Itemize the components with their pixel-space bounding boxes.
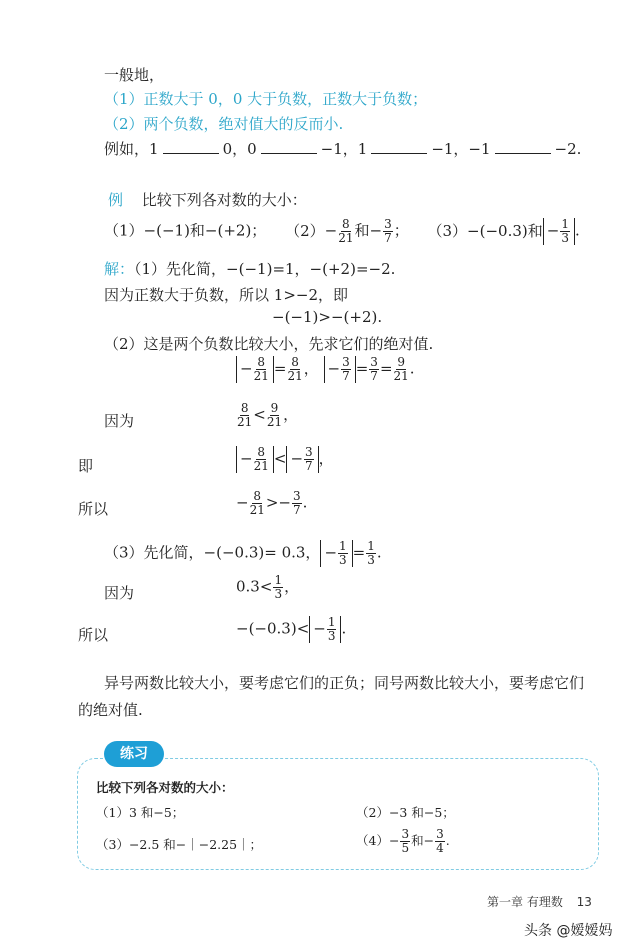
exercise-item-4: （4）− $\frac{3}{5}$ 和− $\frac{3}{4}$ . [356,827,450,855]
example-prompt: 比较下列各对数的大小： [141,191,307,209]
blank [163,139,219,154]
blank [495,139,551,154]
solution-step-3: （3）先化简，−(−0.3)= 0.3， − $\frac{1}{3}$ = $\frac{1}{3}$ . [104,539,382,567]
intro-text: 一般地， [104,66,165,84]
exercise-prompt: 比较下列各对数的大小： [96,780,234,795]
part-2-label: （2） [285,221,325,240]
therefore-label-3: 所以 [78,626,109,644]
ie-label: 即 [78,457,94,475]
chapter-title: 第一章 有理数 [487,895,563,909]
example-parts: （1）−(−1)和−(+2)； （2）− $\frac{8}{21}$ 和− $\frac{3}{7}$ ； （3）−(−0.3)和 − $\frac{1}{3}$ . [104,217,580,245]
solution-tag: 解： [104,260,135,278]
therefore-expr-3: −(−0.3)< − $\frac{1}{3}$ . [236,615,347,643]
part-1: （1）−(−1)和−(+2)； [104,221,267,240]
absolute-value: − $\frac{1}{3}$ [543,218,575,245]
watermark: 头条 @嫒嫒妈 [524,923,613,939]
rule-2: （2）两个负数，绝对值大的反而小. [104,115,344,133]
fill-item: 0，0 [222,140,257,158]
fill-item: −1，1 [320,140,368,158]
fill-item: 1 [149,140,159,158]
part-3-label: （3）−(−0.3)和 [427,221,543,240]
example-fill-label: 例如， [104,140,150,158]
page-number: 13 [576,895,592,909]
example-heading [108,189,307,210]
solution-text: （1）先化简，−(−1)=1，−(+2)=−2. [134,260,396,278]
because-label: 因为 [104,412,135,430]
fill-item: −1，−1 [431,140,491,158]
because-expr: $\frac{8}{21}$ < $\frac{9}{21}$ ， [237,401,299,429]
blank [371,139,427,154]
page-footer [487,893,592,910]
therefore-label: 所以 [78,500,109,518]
solution-step-2: （2）这是两个负数比较大小，先求它们的绝对值. [104,335,434,353]
summary-line-2: 的绝对值. [78,701,143,719]
summary-line-1: 异号两数比较大小，要考虑它们的正负；同号两数比较大小，要考虑它们 [104,674,585,692]
example-tag: 例 [108,191,124,209]
rule-1: （1）正数大于 0，0 大于负数，正数大于负数； [104,90,428,108]
fraction: $\frac{3}{7}$ [384,217,392,245]
solution-step-1b: 因为正数大于负数，所以 1>−2，即 [104,286,348,304]
fraction: $\frac{8}{21}$ [338,217,354,245]
exercise-item-1: （1）3 和−5； [96,805,185,820]
solution-step-1c: −(−1)>−(+2). [272,308,383,326]
because-label-3: 因为 [104,584,135,602]
exercise-item-2: （2）−3 和−5； [356,805,455,820]
fill-item: −2. [554,140,582,158]
therefore-expr: − $\frac{8}{21}$ >− $\frac{3}{7}$ . [236,489,308,517]
abs-values-line: − $\frac{8}{21}$ = $\frac{8}{21}$ ， − $\frac{3}{7}$ = $\frac{3}{7}$ = $\frac{9}{21}$ . [236,356,415,383]
example-fill-line [104,138,581,159]
ie-expr: − $\frac{8}{21}$ < − $\frac{3}{7}$ ， [236,446,334,473]
solution-step-1 [104,258,395,279]
exercise-item-3: （3）−2.5 和−｜−2.25｜； [96,837,263,852]
exercise-badge: 练习 [104,741,164,767]
blank [261,139,317,154]
because-expr-3: 0.3< $\frac{1}{3}$ ， [236,573,300,601]
